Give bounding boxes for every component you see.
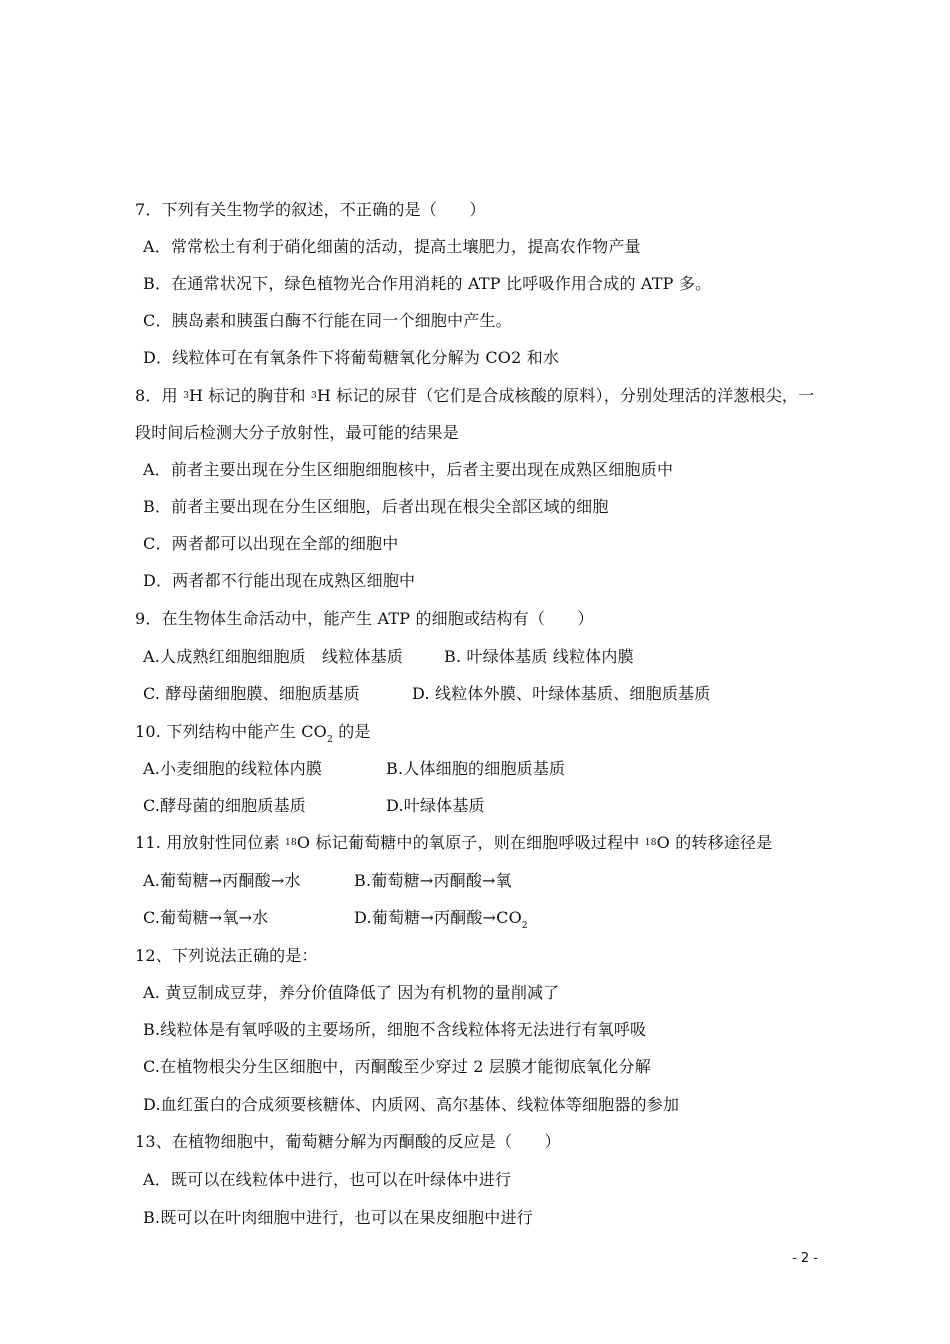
question-8-stem-part-1: 8．用 [135, 386, 184, 405]
question-7-option-c: C．胰岛素和胰蛋白酶不行能在同一个细胞中产生。 [143, 311, 512, 330]
question-11-option-d [354, 907, 528, 937]
question-10-stem [135, 721, 371, 751]
question-9-option-c: C. 酵母菌细胞膜、细胞质基质 [143, 684, 360, 703]
question-8-stem-line-2: 段时间后检测大分子放射性，最可能的结果是 [135, 423, 460, 442]
question-12-option-a: A. 黄豆制成豆芽，养分价值降低了 因为有机物的量削减了 [143, 983, 560, 1002]
superscript: 3 [310, 391, 317, 401]
question-7-option-b: B．在通常状况下，绿色植物光合作用消耗的 ATP 比呼吸作用合成的 ATP 多。 [143, 274, 712, 293]
question-10-option-c: C.酵母菌的细胞质基质 [143, 796, 306, 815]
question-12-option-b: B.线粒体是有氧呼吸的主要场所，细胞不含线粒体将无法进行有氧呼吸 [143, 1020, 647, 1039]
question-8-option-d: D．两者都不行能出现在成熟区细胞中 [143, 571, 416, 590]
question-10-option-a: A.小麦细胞的线粒体内膜 [143, 759, 323, 778]
question-11-stem [135, 832, 772, 854]
question-8-stem-part-3: H 标记的尿苷（它们是合成核酸的原料），分别处理活的洋葱根尖，一 [316, 386, 815, 405]
question-8-stem-part-2: H 标记的胸苷和 [189, 386, 311, 405]
question-11-option-c: C.葡萄糖→氧→水 [143, 908, 269, 927]
question-11-option-d-text: D.葡萄糖→丙酮酸→CO [354, 908, 522, 927]
question-10-stem-text: 10. 下列结构中能产生 CO [135, 722, 327, 741]
question-7-stem: 7．下列有关生物学的叙述，不正确的是（ ） [135, 200, 486, 219]
superscript: 18 [285, 838, 297, 848]
question-9-option-a: A.人成熟红细胞细胞质 线粒体基质 [143, 647, 404, 666]
question-8-option-a: A．前者主要出现在分生区细胞细胞核中，后者主要出现在成熟区细胞质中 [143, 460, 674, 479]
question-8-option-b: B．前者主要出现在分生区细胞，后者出现在根尖全部区域的细胞 [143, 497, 609, 516]
question-11-option-b: B.葡萄糖→丙酮酸→氧 [354, 871, 512, 890]
question-11-stem-part-1: 11. 用放射性同位素 [135, 833, 286, 852]
question-7-option-a: A．常常松土有利于硝化细菌的活动，提高土壤肥力，提高农作物产量 [143, 237, 641, 256]
question-7-option-d: D．线粒体可在有氧条件下将葡萄糖氧化分解为 CO2 和水 [143, 348, 560, 367]
question-13-option-b: B.既可以在叶肉细胞中进行，也可以在果皮细胞中进行 [143, 1208, 533, 1227]
question-10-option-d: D.叶绿体基质 [386, 796, 485, 815]
question-12-stem: 12、下列说法正确的是： [135, 946, 318, 965]
question-13-option-a: A．既可以在线粒体中进行，也可以在叶绿体中进行 [143, 1170, 512, 1189]
question-9-option-d: D. 线粒体外膜、叶绿体基质、细胞质基质 [412, 684, 711, 703]
question-12-option-d: D.血红蛋白的合成须要核糖体、内质网、高尔基体、线粒体等细胞器的参加 [143, 1095, 680, 1114]
subscript: 2 [521, 921, 528, 931]
question-8-stem-line-1 [135, 385, 814, 407]
question-9-stem: 9．在生物体生命活动中，能产生 ATP 的细胞或结构有（ ） [135, 609, 594, 628]
question-11-stem-part-2: O 标记葡萄糖中的氧原子，则在细胞呼吸过程中 [296, 833, 645, 852]
question-11-option-a: A.葡萄糖→丙酮酸→水 [143, 871, 301, 890]
question-9-option-b: B. 叶绿体基质 线粒体内膜 [444, 647, 634, 666]
page-number: - 2 - [792, 1251, 818, 1266]
question-11-stem-part-3: O 的转移途径是 [656, 833, 773, 852]
question-8-option-c: C．两者都可以出现在全部的细胞中 [143, 534, 399, 553]
question-13-stem: 13、在植物细胞中，葡萄糖分解为丙酮酸的反应是（ ） [135, 1132, 561, 1151]
question-10-stem-end: 的是 [332, 722, 371, 741]
subscript: 2 [326, 735, 333, 745]
question-12-option-c: C.在植物根尖分生区细胞中，丙酮酸至少穿过 2 层膜才能彻底氧化分解 [143, 1057, 651, 1076]
superscript: 18 [644, 838, 657, 848]
superscript: 3 [183, 391, 190, 401]
question-10-option-b: B.人体细胞的细胞质基质 [386, 759, 566, 778]
